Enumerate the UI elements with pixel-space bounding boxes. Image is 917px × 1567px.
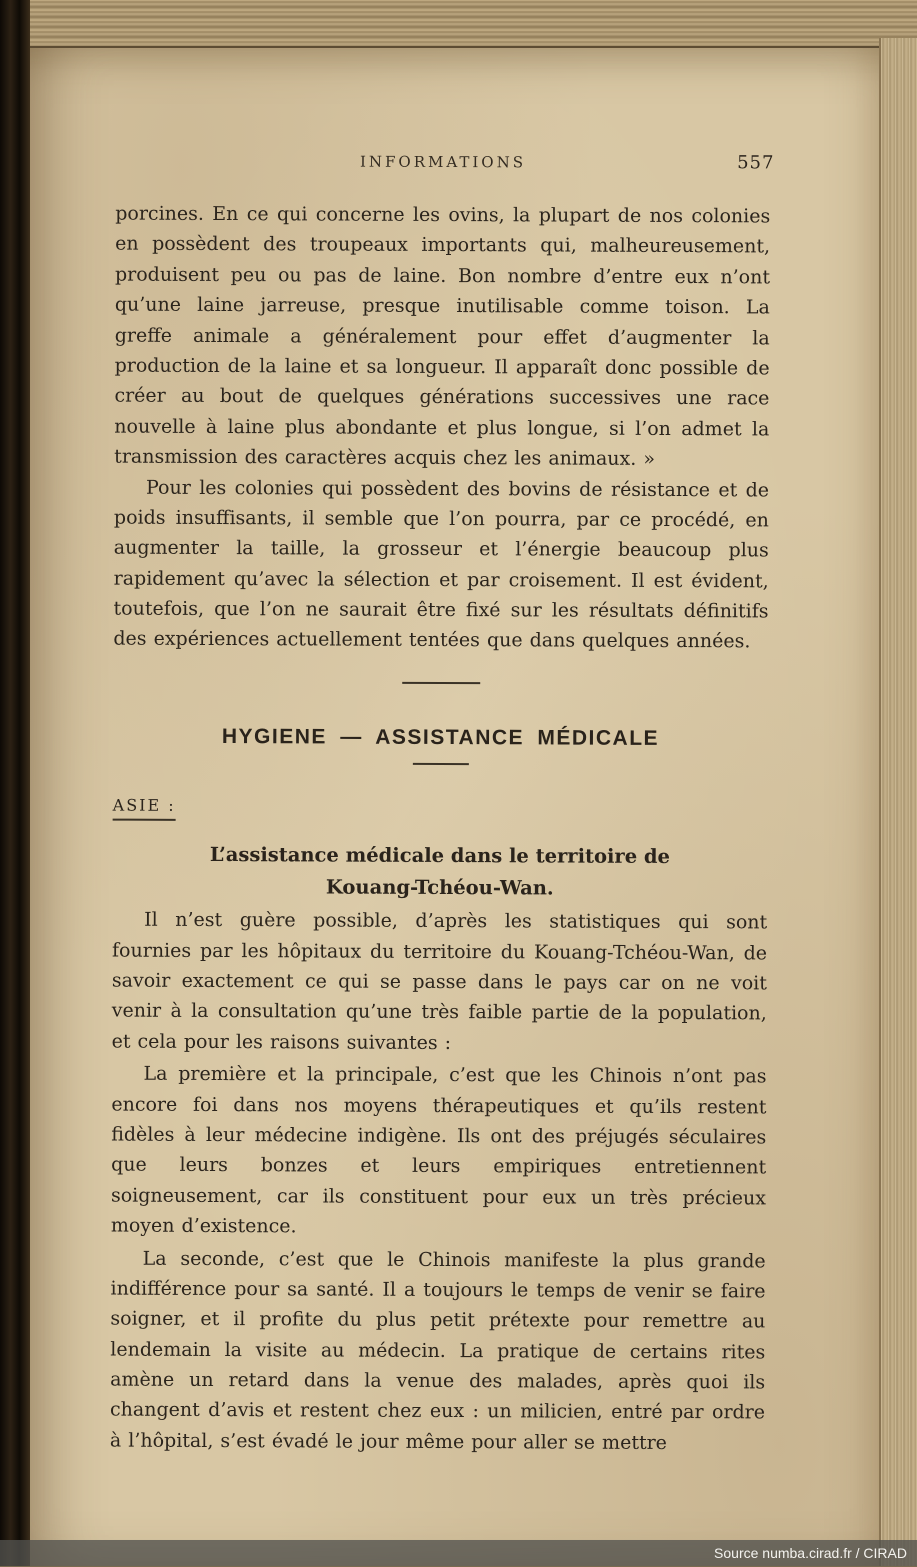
region-label <box>113 795 768 823</box>
article-title <box>112 838 767 905</box>
article-title-line2: Kouang-Tchéou-Wan. <box>325 875 554 900</box>
source-watermark <box>0 1540 917 1566</box>
paragraph: La seconde, c’est que le Chinois manifeste la plus grande indifférence pour sa santé. Il a toujours le temps de venir se faire soigner, et il profite du plus petit prétexte pour remettre au lendemain la visite au médecin. La pratique de certains rites amène un retard dans la venue des malades, après quoi ils changent d’avis et restent chez eux : un milicien, entré par ordre à l’hôpital, s’est évadé le jour même pour aller se mettre <box>109 1247 766 1454</box>
page-content <box>109 45 775 1567</box>
book-binding <box>0 0 30 1566</box>
article-title-line1: L’assistance médicale dans le territoire de <box>209 842 671 868</box>
paragraph: Pour les colonies qui possèdent des bovins de résistance et de poids insuffisants, il semble que l’on pourra, par ce procédé, en augmenter la taille, la grosseur et l’énergie beaucoup plus rapidement qu’avec la sélection et par croisement. Il est évident, toutefois, que l’on ne saurait être fixé sur les résultats définitifs des expériences actuellement tentées que dans quelques années. <box>113 476 770 653</box>
page-number: 557 <box>737 152 775 174</box>
paragraph: porcines. En ce qui concerne les ovins, la plupart de nos colonies en possèdent des troupeaux importants qui, malheureusement, produisent peu ou pas de laine. Bon nombre d’entre eux n’ont qu’une laine jarreuse, presque inutilisable comme toison. La greffe animale a généralement pour effet d’augmenter la production de la laine et sa longueur. Il apparaît donc possible de créer au bout de quelques générations successives une race nouvelle à laine plus abondante et plus longue, si l’on admet la transmission des caractères acquis chez les animaux. » <box>114 202 771 471</box>
book-page <box>28 46 881 1566</box>
source-watermark-text: Source numba.cirad.fr / CIRAD <box>714 1545 907 1561</box>
region-label-text: ASIE : <box>113 795 176 820</box>
book-top-page-edges <box>24 0 917 48</box>
section-title-rule <box>412 763 468 765</box>
paragraph: La première et la principale, c’est que les Chinois n’ont pas encore foi dans nos moyens thérapeutiques et qu’ils restent fidèles à leur médecine indigène. Ils ont des préjugés séculaires que leurs bonzes et leurs empiriques entretiennent soigneusement, car ils constituent pour eux un très précieux moyen d’existence. <box>110 1062 767 1238</box>
page-header <box>115 151 775 178</box>
section-title: HYGIENE — ASSISTANCE MÉDICALE <box>221 724 660 750</box>
paragraph: Il n’est guère possible, d’après les statistiques qui sont fournies par les hôpitaux du territoire du Kouang-Tchéou-Wan, de savoir exactement ce qui se passe dans le pays car on ne voit venir à la consultation qu’une très faible partie de la population, et cela pour les raisons suivantes : <box>111 908 768 1054</box>
running-header: INFORMATIONS <box>359 152 527 172</box>
section-divider-rule <box>402 682 480 684</box>
book-right-page-edges <box>879 38 917 1566</box>
